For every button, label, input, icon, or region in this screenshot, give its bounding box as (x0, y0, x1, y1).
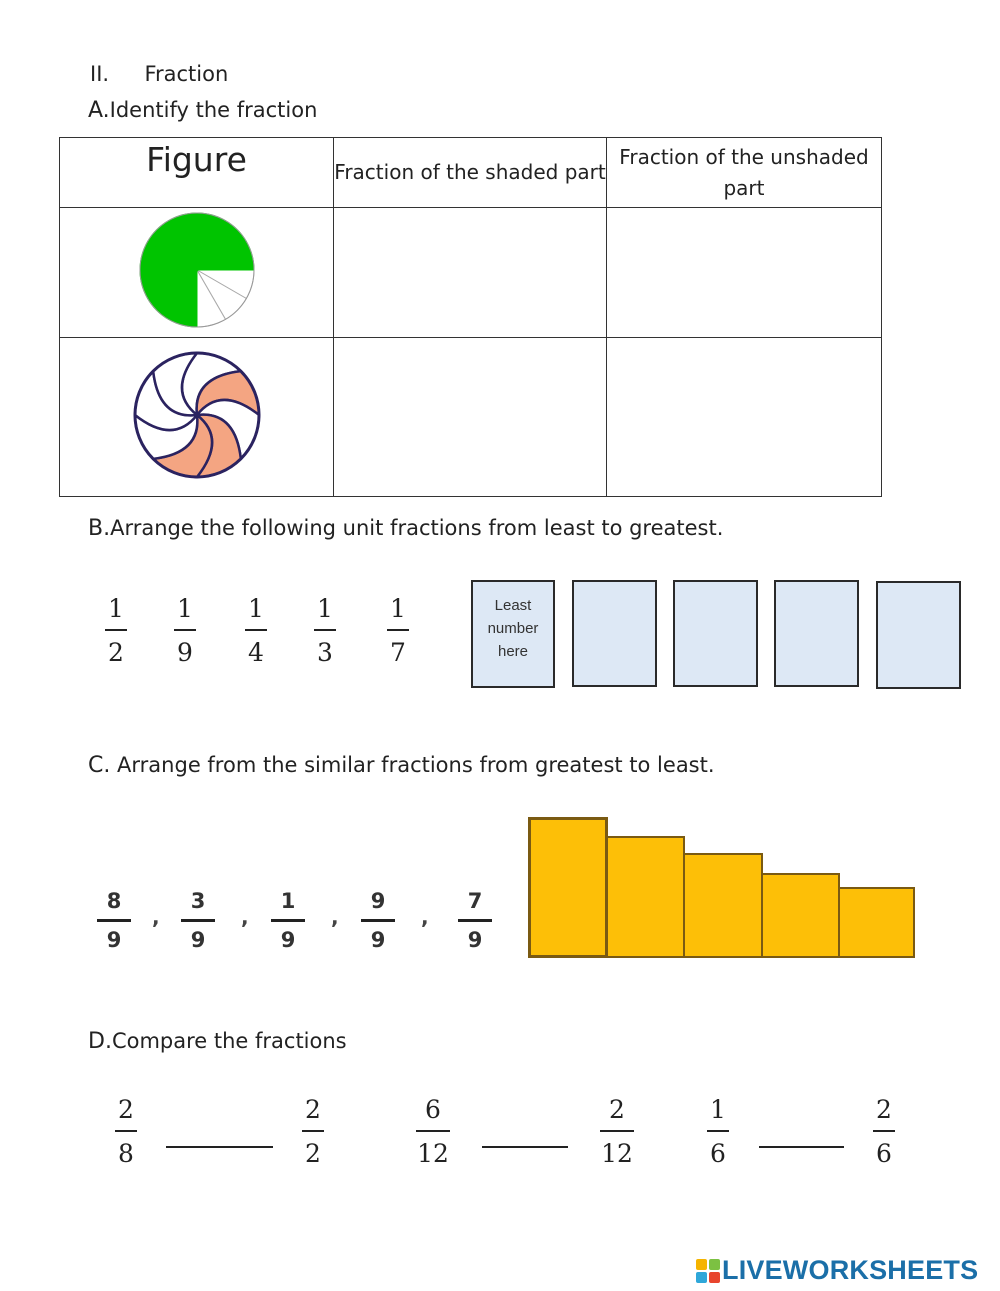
section-numeral: II. (90, 62, 110, 86)
part-c-letter: C. (88, 753, 111, 778)
part-c-heading (88, 753, 715, 778)
fraction-b-1[interactable]: 1 2 (96, 595, 136, 667)
fraction-d-2-left: 6 12 (417, 1095, 449, 1168)
drop-block-4[interactable] (761, 873, 840, 958)
answer-cell-unshaded-2[interactable] (607, 338, 882, 497)
brand-name: LIVEWORKSHEETS (722, 1255, 979, 1285)
fraction-c-4[interactable]: 9 9 (358, 887, 398, 954)
logo-squares-icon (696, 1259, 720, 1283)
fraction-c-5[interactable]: 7 9 (455, 887, 495, 954)
fraction-c-3[interactable]: 1 9 (268, 887, 308, 954)
fraction-d-3-left: 1 6 (698, 1096, 738, 1168)
answer-cell-shaded-1[interactable] (334, 208, 607, 338)
comma-separator: , (241, 905, 249, 929)
part-c-instruction: Arrange from the similar fractions from greatest to least. (117, 753, 715, 777)
part-a-instruction: Identify the fraction (109, 98, 318, 122)
answer-box-hint: Least number here (487, 597, 539, 660)
fraction-d-1-right: 2 2 (293, 1096, 333, 1168)
part-a-heading (88, 98, 317, 123)
compare-blank-1[interactable] (166, 1146, 273, 1148)
fraction-b-4[interactable]: 1 3 (305, 595, 345, 667)
fraction-table (59, 137, 882, 497)
drop-block-1[interactable] (528, 817, 608, 958)
answer-box-5[interactable] (876, 581, 961, 689)
part-b-heading (88, 516, 723, 541)
part-d-heading (88, 1029, 347, 1054)
comma-separator: , (421, 905, 429, 929)
pinwheel-figure (127, 345, 267, 485)
shaded-circle-figure (132, 208, 262, 333)
comma-separator: , (331, 905, 339, 929)
header-unshaded: Fraction of the unshaded part (607, 138, 882, 208)
part-d-letter: D. (88, 1029, 112, 1054)
figure-cell-2 (60, 338, 334, 497)
part-b-letter: B. (88, 516, 111, 541)
header-figure: Figure (60, 138, 334, 208)
fraction-d-3-right: 2 6 (864, 1096, 904, 1168)
fraction-b-2[interactable]: 1 9 (165, 595, 205, 667)
compare-blank-2[interactable] (482, 1146, 568, 1148)
answer-box-2[interactable] (572, 580, 657, 687)
answer-cell-shaded-2[interactable] (334, 338, 607, 497)
fraction-c-2[interactable]: 3 9 (178, 887, 218, 954)
answer-box-4[interactable] (774, 580, 859, 687)
comma-separator: , (152, 905, 160, 929)
compare-blank-3[interactable] (759, 1146, 844, 1148)
answer-box-3[interactable] (673, 580, 758, 687)
fraction-b-5[interactable]: 1 7 (378, 595, 418, 667)
answer-cell-unshaded-1[interactable] (607, 208, 882, 338)
fraction-c-1[interactable]: 8 9 (94, 887, 134, 954)
part-a-letter: A. (88, 98, 110, 123)
part-b-instruction: Arrange the following unit fractions from least to greatest. (110, 516, 724, 540)
part-d-instruction: Compare the fractions (111, 1029, 347, 1053)
fraction-b-3[interactable]: 1 4 (236, 595, 276, 667)
section-title: Fraction (144, 62, 229, 86)
fraction-d-1-left: 2 8 (106, 1096, 146, 1168)
figure-cell-1 (60, 208, 334, 338)
answer-box-least[interactable] (471, 580, 555, 688)
drop-block-3[interactable] (683, 853, 763, 958)
liveworksheets-logo (696, 1255, 978, 1286)
header-shaded: Fraction of the shaded part (334, 138, 607, 208)
fraction-d-2-right: 2 12 (601, 1095, 633, 1168)
drop-block-5[interactable] (838, 887, 915, 958)
drop-block-2[interactable] (606, 836, 685, 958)
section-heading (90, 62, 228, 86)
